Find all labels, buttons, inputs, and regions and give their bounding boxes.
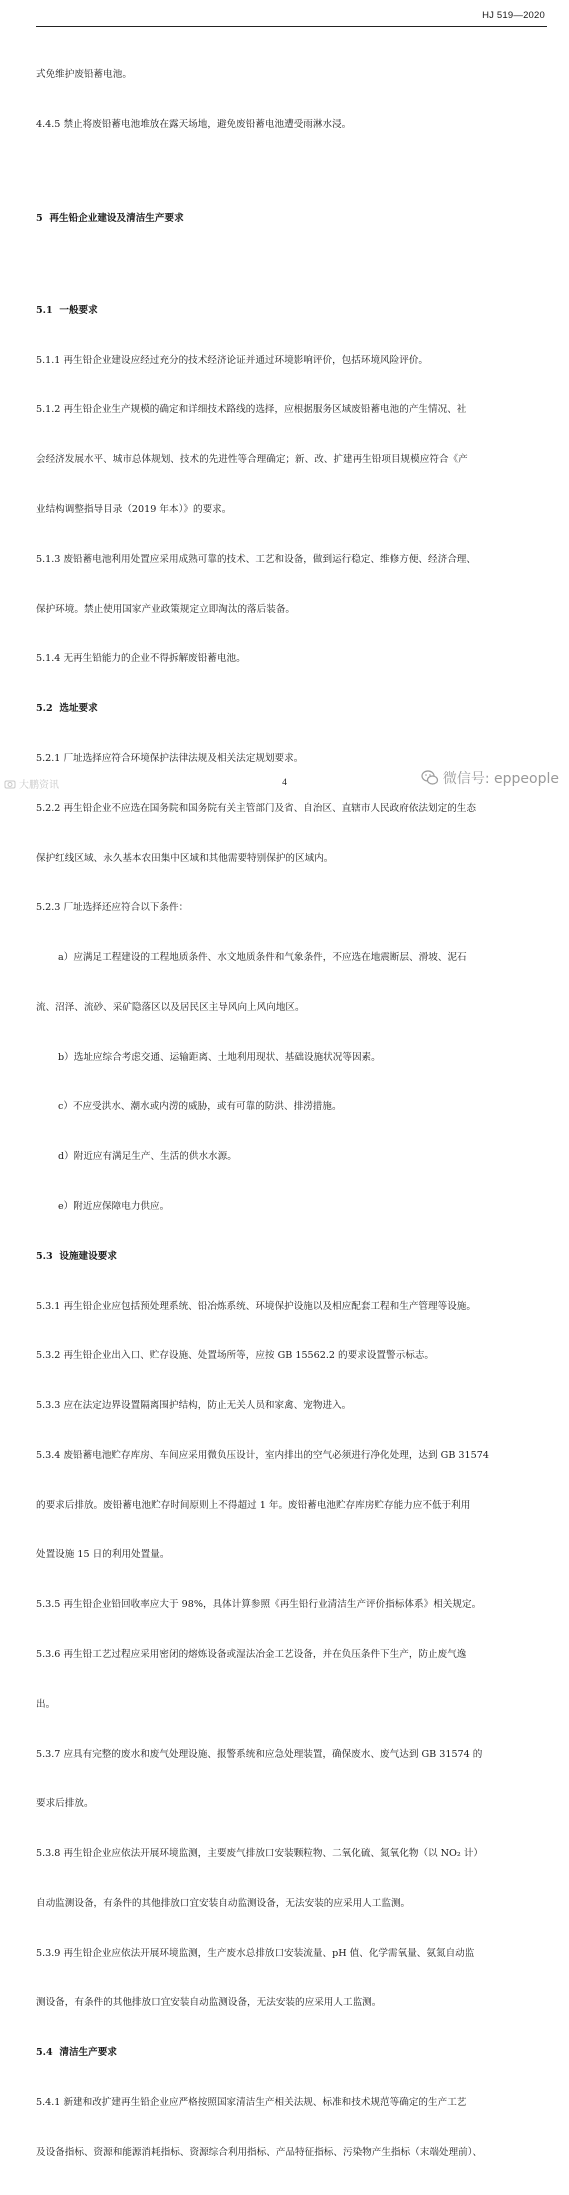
text-line: 5.4.1 新建和改扩建再生铅企业应严格按照国家清洁生产相关法规、标准和技术规范等确定的生产工艺 bbox=[36, 2097, 467, 2109]
text-line: 5.1.1 再生铅企业建设应经过充分的技术经济论证并通过环境影响评价，包括环境风险评价。 bbox=[36, 354, 429, 366]
text-line: 5.3.6 再生铅工艺过程应采用密闭的熔炼设备或湿法冶金工艺设备，并在负压条件下生产，防止废气逸 bbox=[36, 1649, 467, 1660]
text-line: 及设备指标、资源和能源消耗指标、资源综合利用指标、产品特征指标、污染物产生指标（末端处理前）、 bbox=[36, 2146, 483, 2158]
text-line: 测设备，有条件的其他排放口宜安装自动监测设备，无法安装的应采用人工监测。 bbox=[36, 1997, 382, 2009]
text-line: 5.1.2 再生铅企业生产规模的确定和详细技术路线的选择，应根据服务区域废铅蓄电池的产生情况、社 bbox=[36, 404, 467, 416]
text-line: 的要求后排放。废铅蓄电池贮存时间原则上不得超过 1 年。废铅蓄电池贮存库房贮存能力应不低于利用 bbox=[36, 1499, 471, 1511]
text-line: 业结构调整指导目录（2019 年本）》的要求。 bbox=[36, 504, 232, 516]
text-line: 式免维护废铅蓄电池。 bbox=[36, 69, 132, 81]
text-line: 5.3.2 再生铅企业出入口、贮存设施、处置场所等，应按 GB 15562.2 的要求设置警示标志。 bbox=[36, 1350, 434, 1362]
list-item: b）选址应综合考虑交通、运输距离、土地利用现状、基础设施状况等因素。 bbox=[58, 1051, 381, 1063]
subsection-heading: 5.3 设施建设要求 bbox=[36, 1250, 117, 1262]
text-line: 要求后排放。 bbox=[36, 1798, 94, 1810]
list-item: e）附近应保障电力供应。 bbox=[58, 1200, 170, 1212]
text-line: 5.3.1 再生铅企业应包括预处理系统、铅冶炼系统、环境保护设施以及相应配套工程和生产管理等设施。 bbox=[36, 1300, 476, 1312]
watermark-left-text: 大鹏资讯 bbox=[19, 780, 59, 791]
text-line: 保护环境。禁止使用国家产业政策规定立即淘汰的落后装备。 bbox=[36, 603, 296, 615]
text-line: 5.3.8 再生铅企业应依法开展环境监测，主要废气排放口安装颗粒物、二氧化硫、氮氧化物（以 NO₂ 计） bbox=[36, 1848, 484, 1860]
text-line: 5.3.4 废铅蓄电池贮存库房、车间应采用微负压设计，室内排出的空气必须进行净化处理，达到 GB 31574 bbox=[36, 1449, 489, 1461]
watermark-right bbox=[421, 768, 559, 788]
text-line: 5.3.7 应具有完整的废水和废气处理设施、报警系统和应急处理装置，确保废水、废气达到 GB 31574 的 bbox=[36, 1748, 483, 1760]
header-rule bbox=[36, 26, 547, 27]
text-line: 5.3.9 再生铅企业应依法开展环境监测，生产废水总排放口安装流量、pH 值、化学需氧量、氨氮自动监 bbox=[36, 1947, 475, 1959]
list-item: a）应满足工程建设的工程地质条件、水文地质条件和气象条件，不应选在地震断层、滑坡、泥石 bbox=[58, 952, 467, 964]
text-line: 出。 bbox=[36, 1698, 56, 1710]
list-item: d）附近应有满足生产、生活的供水水源。 bbox=[58, 1151, 237, 1163]
watermark-right-text: 微信号: eppeople bbox=[442, 771, 559, 787]
document-body bbox=[36, 34, 545, 2195]
text-line: 5.3.3 应在法定边界设置隔离围护结构，防止无关人员和家禽、宠物进入。 bbox=[36, 1400, 352, 1412]
text-line: 保护红线区域、永久基本农田集中区域和其他需要特别保护的区域内。 bbox=[36, 852, 334, 864]
text-line: 5.1.4 无再生铅能力的企业不得拆解废铅蓄电池。 bbox=[36, 653, 246, 665]
section-heading: 5 再生铅企业建设及清洁生产要求 bbox=[36, 212, 184, 224]
text-line: 5.2.3 厂址选择还应符合以下条件： bbox=[36, 902, 189, 914]
subsection-heading: 5.2 选址要求 bbox=[36, 703, 98, 715]
standard-code: HJ 519—2020 bbox=[482, 10, 545, 21]
text-line: 流、沼泽、流砂、采矿隐落区以及居民区主导风向上风向地区。 bbox=[36, 1001, 305, 1013]
text-line: 自动监测设备，有条件的其他排放口宜安装自动监测设备，无法安装的应采用人工监测。 bbox=[36, 1897, 411, 1909]
text-line: 4.4.5 禁止将废铅蓄电池堆放在露天场地，避免废铅蓄电池遭受雨淋水浸。 bbox=[36, 118, 352, 130]
list-item: c）不应受洪水、潮水或内涝的威胁，或有可靠的防洪、排涝措施。 bbox=[58, 1101, 342, 1113]
subsection-heading: 5.1 一般要求 bbox=[36, 304, 98, 316]
text-line: 处置设施 15 日的利用处置量。 bbox=[36, 1549, 170, 1561]
text-line: 5.2.2 再生铅企业不应选在国务院和国务院有关主管部门及省、自治区、直辖市人民政府依法划定的生态 bbox=[36, 802, 476, 814]
wechat-icon bbox=[421, 769, 439, 787]
page-number: 4 bbox=[282, 778, 287, 788]
text-line: 5.1.3 废铅蓄电池利用处置应采用成熟可靠的技术、工艺和设备，做到运行稳定、维修方便、经济合理、 bbox=[36, 553, 476, 565]
subsection-heading: 5.4 清洁生产要求 bbox=[36, 2047, 117, 2059]
text-line: 会经济发展水平、城市总体规划、技术的先进性等合理确定；新、改、扩建再生铅项目规模应符合《产 bbox=[36, 454, 468, 466]
text-line: 5.3.5 再生铅企业铅回收率应大于 98%，具体计算参照《再生铅行业清洁生产评价指标体系》相关规定。 bbox=[36, 1599, 482, 1611]
text-line: 5.2.1 厂址选择应符合环境保护法律法规及相关法定规划要求。 bbox=[36, 752, 304, 764]
